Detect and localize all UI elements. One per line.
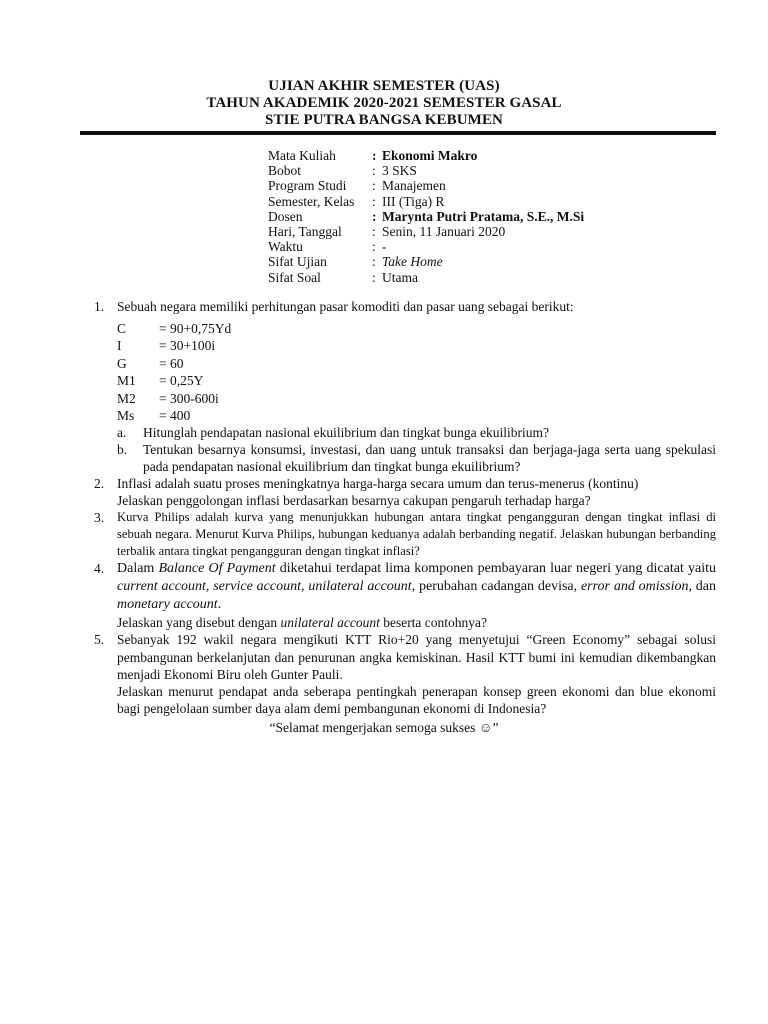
header-title: UJIAN AKHIR SEMESTER (UAS) — [268, 78, 500, 94]
info-row-program — [268, 178, 584, 193]
info-label: Dosen — [268, 208, 303, 224]
info-row-course — [268, 148, 584, 163]
info-label: Hari, Tanggal — [268, 224, 342, 240]
question-number: 2. — [94, 476, 105, 492]
text-segment: beserta contohnya? — [379, 615, 488, 631]
equation-expression: = 0,25Y — [159, 373, 204, 389]
question-text: Kurva Philips adalah kurva yang menunjukkan hubungan antara tingkat pengangguran dengan tingkat inflasi di sebuah negara. Menurut Kurva Philips, hubungan keduanya adalah berbanding negatif. Jelaskan hubungan berbanding terbalik antara tingkat pengangguran dengan tingkat inflasi? — [117, 510, 716, 559]
equation-expression: = 400 — [159, 408, 191, 424]
question-prompt: Jelaskan menurut pendapat anda seberapa pentingkah penerapan konsep green ekonomi dan blue ekonomi bagi pengelolaan sumber daya alam demi pembangunan ekonomi di Indonesia? — [117, 684, 716, 717]
sub-question-label: b. — [117, 442, 128, 458]
question-text: Sebuah negara memiliki perhitungan pasar komoditi dan pasar uang sebagai berikut: — [117, 299, 574, 314]
question-3 — [94, 509, 716, 560]
info-label: Sifat Soal — [268, 269, 321, 285]
exam-header — [0, 78, 768, 129]
info-row-question-type — [268, 270, 584, 285]
term-balance-of-payment: Balance Of Payment — [158, 561, 276, 577]
equation-row — [117, 372, 716, 389]
equation-variable: Ms — [117, 408, 135, 424]
equation-row — [117, 355, 716, 372]
question-number: 1. — [94, 299, 105, 314]
equation-row — [117, 390, 716, 407]
equation-row — [117, 320, 716, 337]
term-unilateral-account: unilateral account — [280, 615, 380, 631]
info-separator: : — [372, 239, 376, 255]
header-institution: STIE PUTRA BANGSA KEBUMEN — [265, 112, 503, 128]
text-segment: diketahui terdapat lima komponen pembayaran luar negeri yang dicatat yaitu — [275, 561, 716, 577]
sub-question-label: a. — [117, 425, 127, 441]
info-separator: : — [372, 224, 376, 240]
question-text: Inflasi adalah suatu proses meningkatnya harga-harga secara umum dan terus-menerus (kontinu) — [117, 476, 639, 492]
text-segment: , — [205, 579, 214, 595]
header-divider — [80, 131, 716, 135]
info-label: Waktu — [268, 239, 303, 255]
equation-variable: M2 — [117, 390, 136, 406]
equation-list — [117, 320, 716, 424]
info-value: Manajemen — [382, 178, 446, 194]
text-segment: . — [217, 597, 222, 613]
info-separator: : — [372, 148, 377, 163]
info-value: III (Tiga) R — [382, 193, 445, 209]
info-separator: : — [372, 254, 376, 270]
info-separator: : — [372, 193, 376, 209]
sub-question-text: Hitunglah pendapatan nasional ekuilibrium dan tingkat bunga ekuilibrium? — [143, 425, 550, 441]
equation-expression: = 300-600i — [159, 390, 219, 406]
equation-variable: M1 — [117, 373, 136, 389]
equation-expression: = 30+100i — [159, 338, 216, 354]
info-label: Program Studi — [268, 178, 347, 194]
sub-question-b — [117, 441, 716, 475]
question-text — [117, 560, 716, 614]
info-value: Take Home — [382, 254, 443, 270]
sub-question-text: Tentukan besarnya konsumsi, investasi, dan uang untuk transaksi dan berjaga-jaga serta uang spekulasi pada pendapatan nasional ekuilibrium dan tingkat bunga ekuilibrium? — [143, 442, 716, 475]
info-separator: : — [372, 269, 376, 285]
text-segment: , — [300, 579, 309, 595]
info-value: 3 SKS — [382, 163, 417, 179]
equation-expression: = 60 — [159, 355, 184, 371]
equation-variable: I — [117, 338, 122, 354]
info-row-semester — [268, 194, 584, 209]
question-number: 3. — [94, 510, 105, 526]
text-segment: Jelaskan yang disebut dengan — [117, 615, 281, 631]
info-value: - — [382, 239, 387, 255]
info-separator: : — [372, 208, 377, 224]
question-text: Sebanyak 192 wakil negara mengikuti KTT Rio+20 yang menyetujui “Green Economy” sebagai solusi pembangunan berkelanjutan dan penurunan angka kemiskinan. Hasil KTT bumi ini kemudian dikembangkan menjadi Ekonomi Biru oleh Gunter Pauli. — [117, 632, 716, 682]
question-list — [94, 298, 716, 717]
info-value: Ekonomi Makro — [382, 148, 478, 163]
term-unilateral-account: unilateral account — [308, 579, 412, 595]
info-row-date — [268, 224, 584, 239]
text-segment: , dan — [688, 579, 717, 595]
equation-row — [117, 337, 716, 354]
info-label: Semester, Kelas — [268, 193, 355, 209]
info-row-time — [268, 239, 584, 254]
term-monetary-account: monetary account — [117, 597, 218, 613]
question-number: 4. — [94, 561, 105, 577]
info-label: Mata Kuliah — [268, 148, 336, 163]
question-number: 5. — [94, 632, 105, 648]
term-error-and-omission: error and omission — [580, 579, 689, 595]
term-current-account: current account — [117, 579, 206, 595]
info-value: Marynta Putri Pratama, S.E., M.Si — [382, 208, 585, 224]
info-label: Bobot — [268, 163, 302, 179]
text-segment: Dalam — [117, 561, 159, 577]
question-1 — [94, 298, 716, 475]
question-prompt: Jelaskan penggolongan inflasi berdasarkan besarnya cakupan pengaruh terhadap harga? — [117, 493, 591, 509]
question-5 — [94, 631, 716, 717]
info-row-lecturer — [268, 209, 584, 224]
equation-row — [117, 407, 716, 424]
sub-question-a — [117, 424, 716, 441]
term-service-account: service account — [213, 579, 301, 595]
question-2 — [94, 475, 716, 509]
info-label: Sifat Ujian — [268, 254, 327, 270]
sub-question-list — [117, 424, 716, 475]
info-value: Utama — [382, 269, 418, 285]
question-prompt — [117, 614, 716, 631]
equation-expression: = 90+0,75Yd — [159, 321, 232, 336]
info-separator: : — [372, 178, 376, 194]
info-row-credits — [268, 163, 584, 178]
closing-message: “Selamat mengerjakan semoga sukses ☺” — [269, 720, 499, 735]
course-info-table — [268, 148, 584, 285]
info-value: Senin, 11 Januari 2020 — [382, 224, 506, 240]
equation-variable: G — [117, 355, 127, 371]
info-separator: : — [372, 163, 376, 179]
header-academic-year: TAHUN AKADEMIK 2020-2021 SEMESTER GASAL — [206, 95, 562, 111]
question-4 — [94, 560, 716, 631]
text-segment: , perubahan cadangan devisa, — [411, 579, 581, 595]
equation-variable: C — [117, 321, 127, 336]
info-row-exam-type — [268, 254, 584, 269]
